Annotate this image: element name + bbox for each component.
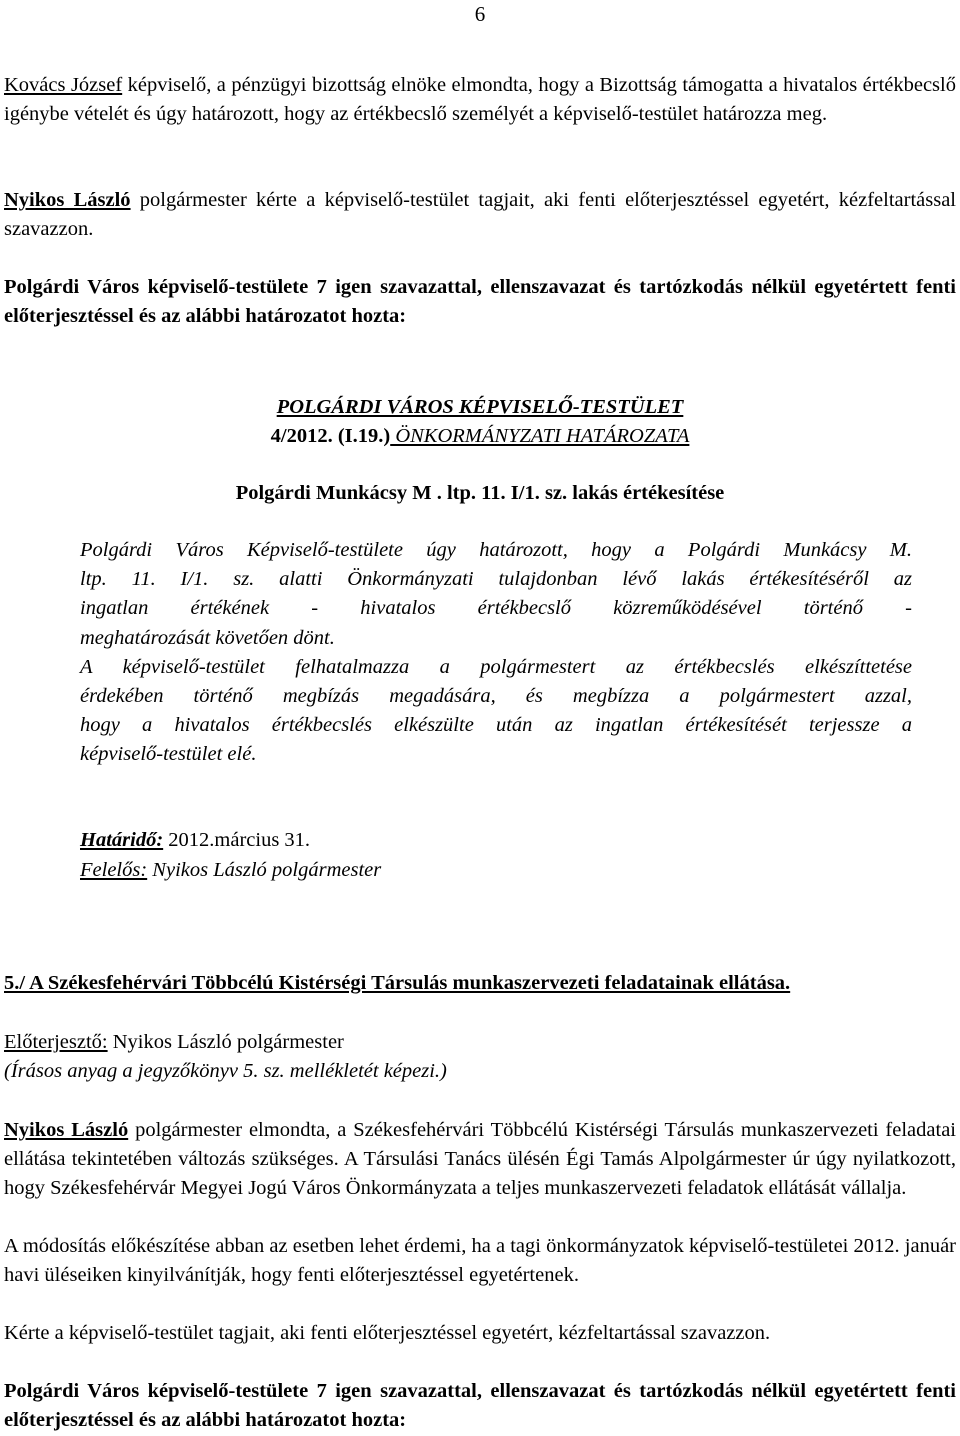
vote-result-1: Polgárdi Város képviselő-testülete 7 igen szavazattal, ellenszavazat és tartózkodás nélkül egyetértett fenti előterjesztéssel és az alábbi határozatot hozta: <box>4 276 956 327</box>
resolution-number-value: 4/2012. (I.19.) <box>270 425 391 447</box>
attachment-note: (Írásos anyag a jegyzőkönyv 5. sz. mellékletét képezi.) <box>4 1060 447 1082</box>
paragraph-kovacs <box>4 71 956 129</box>
speaker-name: Nyikos László <box>4 189 131 211</box>
speaker-name: Kovács József <box>4 74 123 96</box>
resolution-line: ltp. 11. I/1. sz. alatti Önkormányzati tulajdonban lévő lakás értékesítéséről az <box>80 568 912 591</box>
resolution-line: érdekében történő megbízás megadására, és megbízza a polgármestert azzal, <box>80 685 912 708</box>
paragraph-vote-request: Kérte a képviselő-testület tagjait, aki fenti előterjesztéssel egyetért, kézfeltartással szavazzon. <box>4 1322 771 1344</box>
paragraph-text: képviselő, a pénzügyi bizottság elnöke elmondta, hogy a Bizottság támogatta a hivatalos értékbecslő igénybe vételét és úgy határozott, hogy az értékbecslő személyét a képviselő-testület határozza meg. <box>4 74 956 125</box>
presenter <box>4 1028 956 1057</box>
resolution-line: meghatározását követően dönt. <box>80 626 335 649</box>
speaker-name: Nyikos László <box>4 1119 129 1141</box>
responsible <box>80 855 381 885</box>
resolution-kind: ÖNKORMÁNYZATI HATÁROZATA <box>390 425 690 447</box>
paragraph-text: polgármester kérte a képviselő-testület tagjait, aki fenti előterjesztéssel egyetért, kézfeltartással szavazzon. <box>4 189 956 240</box>
vote-result-2: Polgárdi Város képviselő-testülete 7 igen szavazattal, ellenszavazat és tartózkodás nélkül egyetértett fenti előterjesztéssel és az alábbi határozatot hozta: <box>4 1380 956 1431</box>
presenter-label: Előterjesztő: <box>4 1031 108 1053</box>
deadline-label: Határidő: <box>80 829 164 851</box>
agenda-item-5-heading: 5./ A Székesfehérvári Többcélú Kistérségi Társulás munkaszervezeti feladatainak ellátása. <box>4 972 791 994</box>
resolution-body-title: POLGÁRDI VÁROS KÉPVISELŐ-TESTÜLET <box>276 396 684 418</box>
deadline-value: 2012.március 31. <box>163 829 311 851</box>
resolution-subject: Polgárdi Munkácsy M . ltp. 11. I/1. sz. lakás értékesítése <box>235 482 725 504</box>
resolution-text <box>80 536 912 770</box>
resolution-line: képviselő-testület elé. <box>80 743 257 766</box>
paragraph-mayor-report <box>4 1116 956 1203</box>
presenter-value: Nyikos László polgármester <box>107 1031 344 1053</box>
paragraph-text: polgármester elmondta, a Székesfehérvári Többcélú Kistérségi Társulás munkaszervezeti feladatai ellátása tekintetében változás szükséges. A Társulási Tanács ülésén Égi Tamás Alpolgármester úr úgy nyilatkozott, hogy Székesfehérvár Megyei Jogú Város Önkormányzata a teljes munkaszervezeti feladatok ellátását vállalja. <box>4 1119 956 1199</box>
resolution-line: Polgárdi Város Képviselő-testülete úgy határozott, hogy a Polgárdi Munkácsy M. <box>80 539 912 561</box>
resolution-line: A képviselő-testület felhatalmazza a polgármestert az értékbecslés elkészíttetése <box>80 655 912 678</box>
paragraph-mayor-request <box>4 186 956 244</box>
responsible-label: Felelős: <box>80 859 148 881</box>
paragraph-amendment: A módosítás előkészítése abban az esetben lehet érdemi, ha a tagi önkormányzatok képviselő-testületei 2012. január havi üléseiken kinyilvánítják, hogy fenti előterjesztéssel egyetértenek. <box>4 1235 956 1286</box>
resolution-line: hogy a hivatalos értékbecslés elkészülte után az ingatlan értékesítését terjessze a <box>80 714 912 737</box>
responsible-value: Nyikos László polgármester <box>147 859 382 881</box>
resolution-number <box>0 421 960 451</box>
deadline <box>80 825 310 855</box>
page-number: 6 <box>474 2 486 26</box>
resolution-line: ingatlan értékének - hivatalos értékbecslő közreműködésével történő - <box>80 597 912 620</box>
